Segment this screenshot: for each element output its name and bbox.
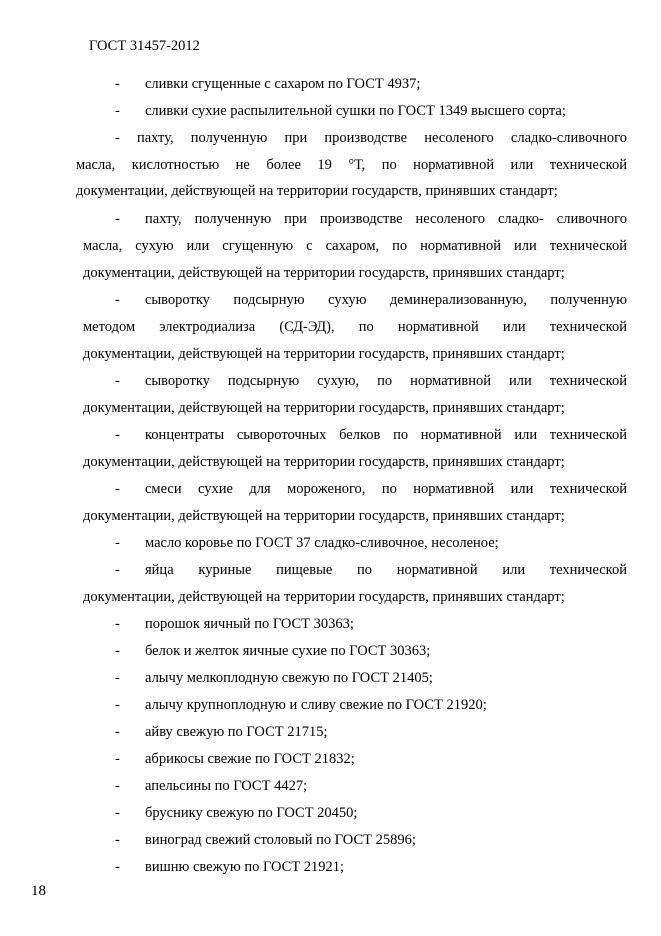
paragraph-line: масла, сухую или сгущенную с сахаром, по нормативной или технической [83,238,627,254]
paragraph-line: сыворотку подсырную сухую, по нормативной или технической [145,373,627,389]
list-dash: - [115,373,120,389]
paragraph-line: документации, действующей на территории государств, принявших стандарт; [83,400,565,416]
list-dash: - [115,643,120,659]
list-dash: - [115,616,120,632]
paragraph-line: яйца куриные пищевые по нормативной или технической [145,562,627,578]
paragraph-line: документации, действующей на территории государств, принявших стандарт; [83,508,565,524]
list-dash: - [115,670,120,686]
list-item: сливки сухие распылительной сушки по ГОСТ 1349 высшего сорта; [145,103,566,119]
paragraph-line: документации, действующей на территории государств, принявших стандарт; [83,589,565,605]
paragraph-line: документации, действующей на территории государств, принявших стандарт; [83,265,565,281]
list-item: масло коровье по ГОСТ 37 сладко-сливочное, несоленое; [145,535,499,551]
list-item: сливки сгущенные с сахаром по ГОСТ 4937; [145,76,421,92]
list-dash: - [115,427,120,443]
list-item: айву свежую по ГОСТ 21715; [145,724,328,740]
list-dash: - [115,562,120,578]
list-item: вишню свежую по ГОСТ 21921; [145,859,345,875]
page-number: 18 [31,883,46,899]
list-item: бруснику свежую по ГОСТ 20450; [145,805,358,821]
list-dash: - [115,859,120,875]
paragraph-line: - пахту, полученную при производстве несоленого сладко-сливочного [115,130,627,146]
list-dash: - [115,751,120,767]
list-dash: - [115,697,120,713]
paragraph-line: документации, действующей на территории государств, принявших стандарт; [83,346,565,362]
list-dash: - [115,481,120,497]
list-dash: - [115,211,120,227]
list-dash: - [115,292,120,308]
list-item: абрикосы свежие по ГОСТ 21832; [145,751,355,767]
list-item: апельсины по ГОСТ 4427; [145,778,308,794]
list-item: белок и желток яичные сухие по ГОСТ 30363; [145,643,431,659]
paragraph-line: пахту, полученную при производстве несоленого сладко- сливочного [145,211,627,227]
paragraph-line: методом электродиализа (СД-ЭД), по нормативной или технической [83,319,627,335]
list-dash: - [115,832,120,848]
list-item: алычу крупноплодную и сливу свежие по ГОСТ 21920; [145,697,487,713]
list-item: порошок яичный по ГОСТ 30363; [145,616,354,632]
list-dash: - [115,805,120,821]
list-dash: - [115,724,120,740]
list-dash: - [115,535,120,551]
paragraph-line: концентраты сывороточных белков по нормативной или технической [145,427,627,443]
paragraph-line: сыворотку подсырную сухую деминерализованную, полученную [145,292,627,308]
list-item: виноград свежий столовый по ГОСТ 25896; [145,832,416,848]
list-dash: - [115,103,120,119]
paragraph-line: документации, действующей на территории государств, принявших стандарт; [83,454,565,470]
document-header: ГОСТ 31457-2012 [89,38,200,54]
paragraph-line: смеси сухие для мороженого, по нормативной или технической [145,481,627,497]
paragraph-line: документации, действующей на территории государств, принявших стандарт; [76,183,558,199]
paragraph-line: масла, кислотностью не более 19 °Т, по нормативной или технической [76,157,627,173]
list-item: алычу мелкоплодную свежую по ГОСТ 21405; [145,670,433,686]
list-dash: - [115,778,120,794]
list-dash: - [115,76,120,92]
